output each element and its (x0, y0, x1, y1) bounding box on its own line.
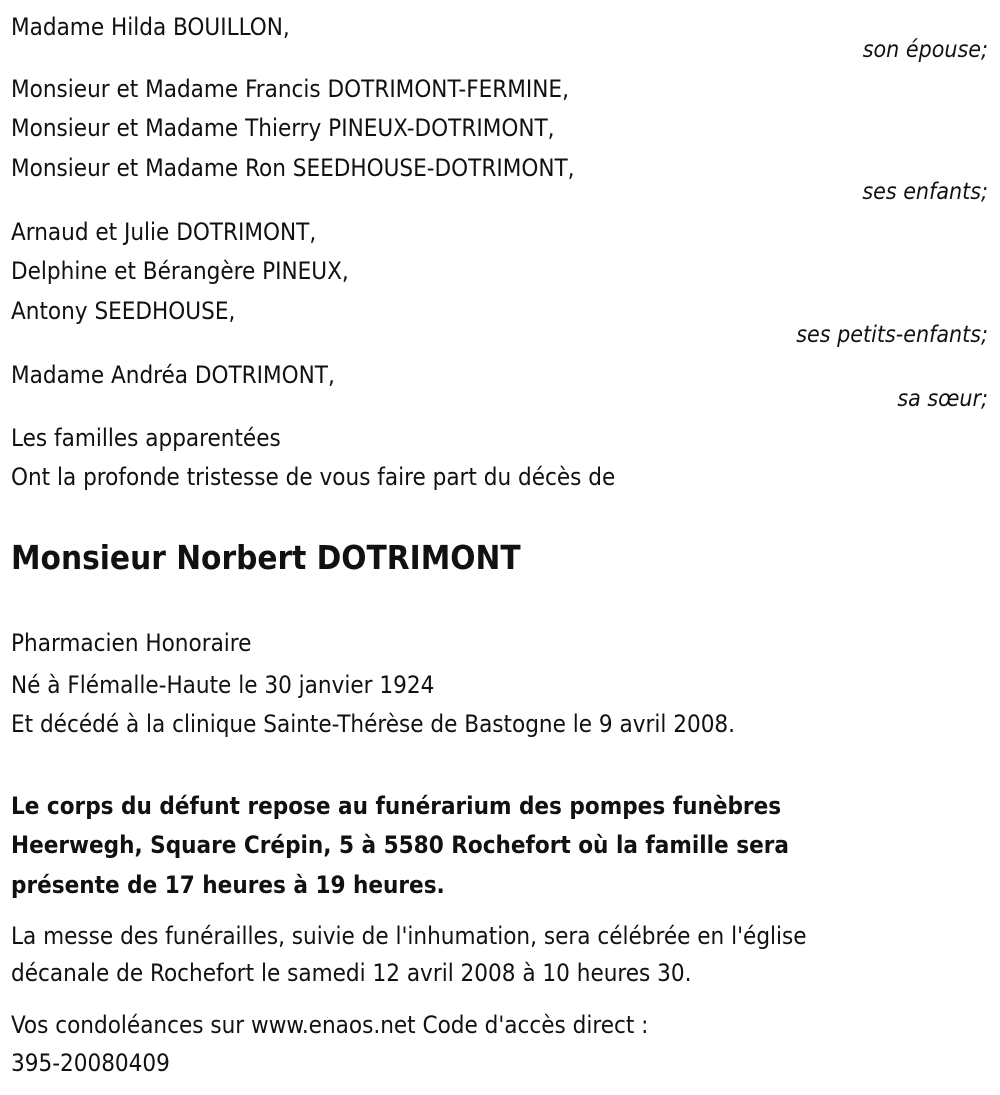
relation-label: sa sœur; (897, 386, 988, 412)
visitation-line: présente de 17 heures à 19 heures. (11, 871, 445, 899)
visitation-line: Heerwegh, Square Crépin, 5 à 5580 Rochefort où la famille sera (11, 831, 789, 859)
family-line: Arnaud et Julie DOTRIMONT, (11, 218, 317, 246)
family-line: Monsieur et Madame Ron SEEDHOUSE-DOTRIMONT, (11, 154, 575, 182)
family-line: Monsieur et Madame Thierry PINEUX-DOTRIMONT, (11, 114, 555, 142)
intro-line: Ont la profonde tristesse de vous faire part du décès de (11, 463, 616, 491)
detail-line: Pharmacien Honoraire (11, 629, 252, 657)
family-line: Madame Hilda BOUILLON, (11, 13, 290, 41)
family-line: Madame Andréa DOTRIMONT, (11, 361, 335, 389)
condolences-line: Vos condoléances sur www.enaos.net Code d'accès direct : (11, 1011, 649, 1039)
family-line: Antony SEEDHOUSE, (11, 297, 236, 325)
access-code: 395-20080409 (11, 1049, 170, 1077)
visitation-line: Le corps du défunt repose au funérarium des pompes funèbres (11, 792, 782, 820)
funeral-line: décanale de Rochefort le samedi 12 avril 2008 à 10 heures 30. (11, 959, 692, 987)
relation-label: ses petits-enfants; (796, 322, 988, 348)
relation-label: ses enfants; (862, 179, 988, 205)
funeral-line: La messe des funérailles, suivie de l'inhumation, sera célébrée en l'église (11, 922, 807, 950)
detail-line: Et décédé à la clinique Sainte-Thérèse de Bastogne le 9 avril 2008. (11, 710, 736, 738)
family-line: Monsieur et Madame Francis DOTRIMONT-FERMINE, (11, 75, 569, 103)
relation-label: son épouse; (862, 37, 988, 63)
deceased-name: Monsieur Norbert DOTRIMONT (11, 538, 521, 577)
detail-line: Né à Flémalle-Haute le 30 janvier 1924 (11, 671, 435, 699)
intro-line: Les familles apparentées (11, 424, 281, 452)
family-line: Delphine et Bérangère PINEUX, (11, 257, 349, 285)
